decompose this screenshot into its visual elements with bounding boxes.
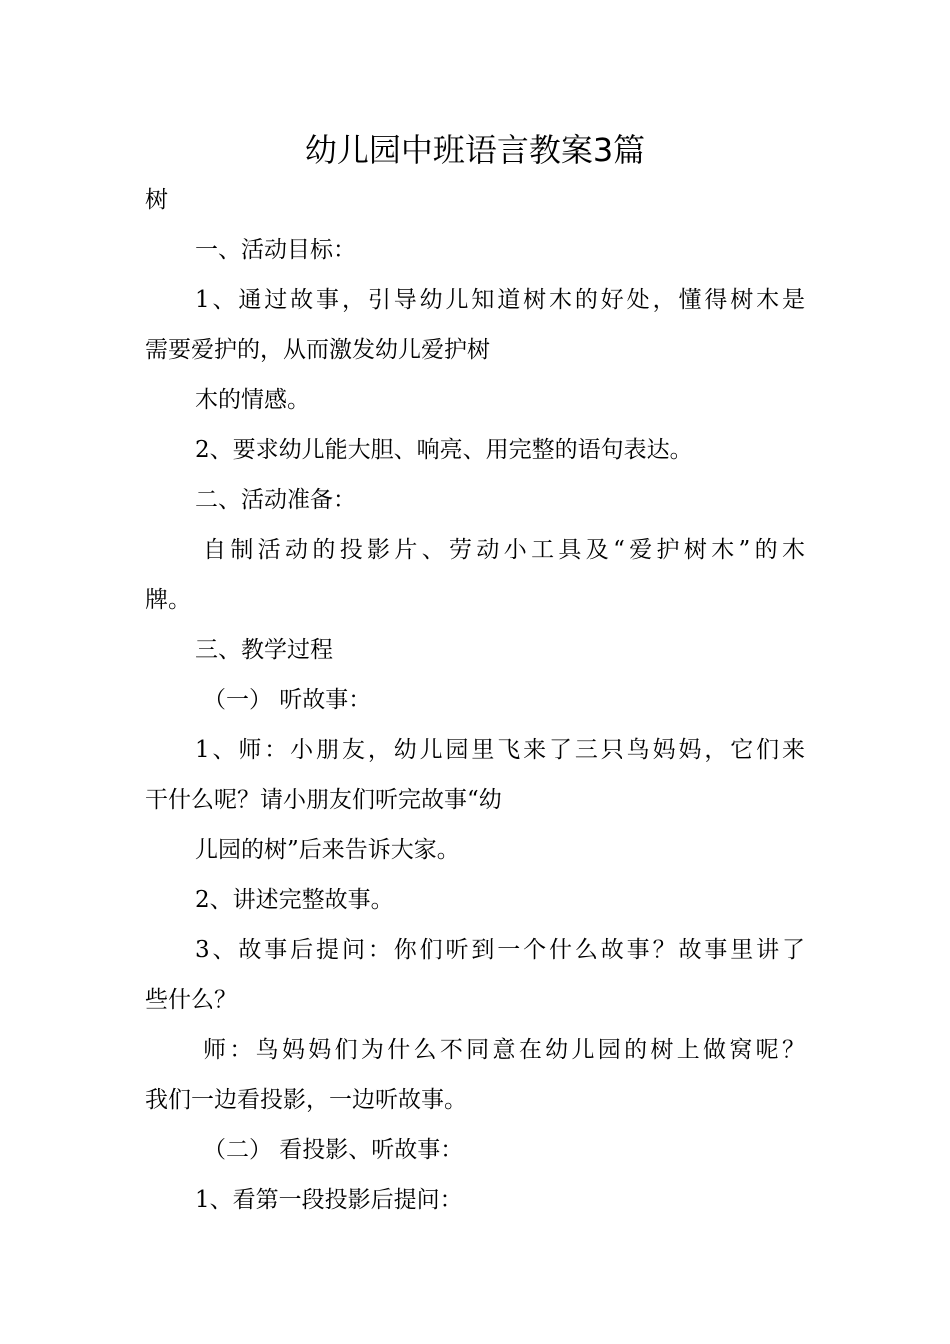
document-title: 幼儿园中班语言教案3篇 [304,131,646,169]
paragraph-line: 1、通过故事，引导幼儿知道树木的好处，懂得树木是 [195,287,805,313]
paragraph-line: 需要爱护的，从而激发幼儿爱护树 [145,337,490,363]
paragraph-line: 2、要求幼儿能大胆、响亮、用完整的语句表达。 [195,437,693,463]
paragraph-line: 牌。 [145,587,191,613]
paragraph-line: 些什么？ [145,987,237,1013]
paragraph-line: 2、讲述完整故事。 [195,887,394,913]
paragraph-line: 3、故事后提问：你们听到一个什么故事？故事里讲了 [195,937,805,963]
paragraph-line: 1、看第一段投影后提问： [195,1187,463,1213]
section-heading: 二、活动准备： [195,487,356,513]
paragraph-line: 师：鸟妈妈们为什么不同意在幼儿园的树上做窝呢？ [203,1037,805,1063]
section-heading: 三、教学过程 [195,637,333,663]
section-heading: 一、活动目标： [195,237,356,263]
subsection-heading: （二） 看投影、听故事： [203,1137,464,1163]
subsection-heading: （一） 听故事： [203,687,372,713]
paragraph-line: 干什么呢？请小朋友们听完故事“幼 [145,787,502,813]
paragraph-line: 儿园的树”后来告诉大家。 [195,837,460,863]
paragraph-line: 我们一边看投影，一边听故事。 [145,1087,467,1113]
paragraph-line: 自制活动的投影片、劳动小工具及“爱护树木”的木 [203,537,805,563]
paragraph-line: 木的情感。 [195,387,310,413]
paragraph-line: 树 [145,187,168,213]
paragraph-line: 1、师：小朋友，幼儿园里飞来了三只鸟妈妈，它们来 [195,737,805,763]
